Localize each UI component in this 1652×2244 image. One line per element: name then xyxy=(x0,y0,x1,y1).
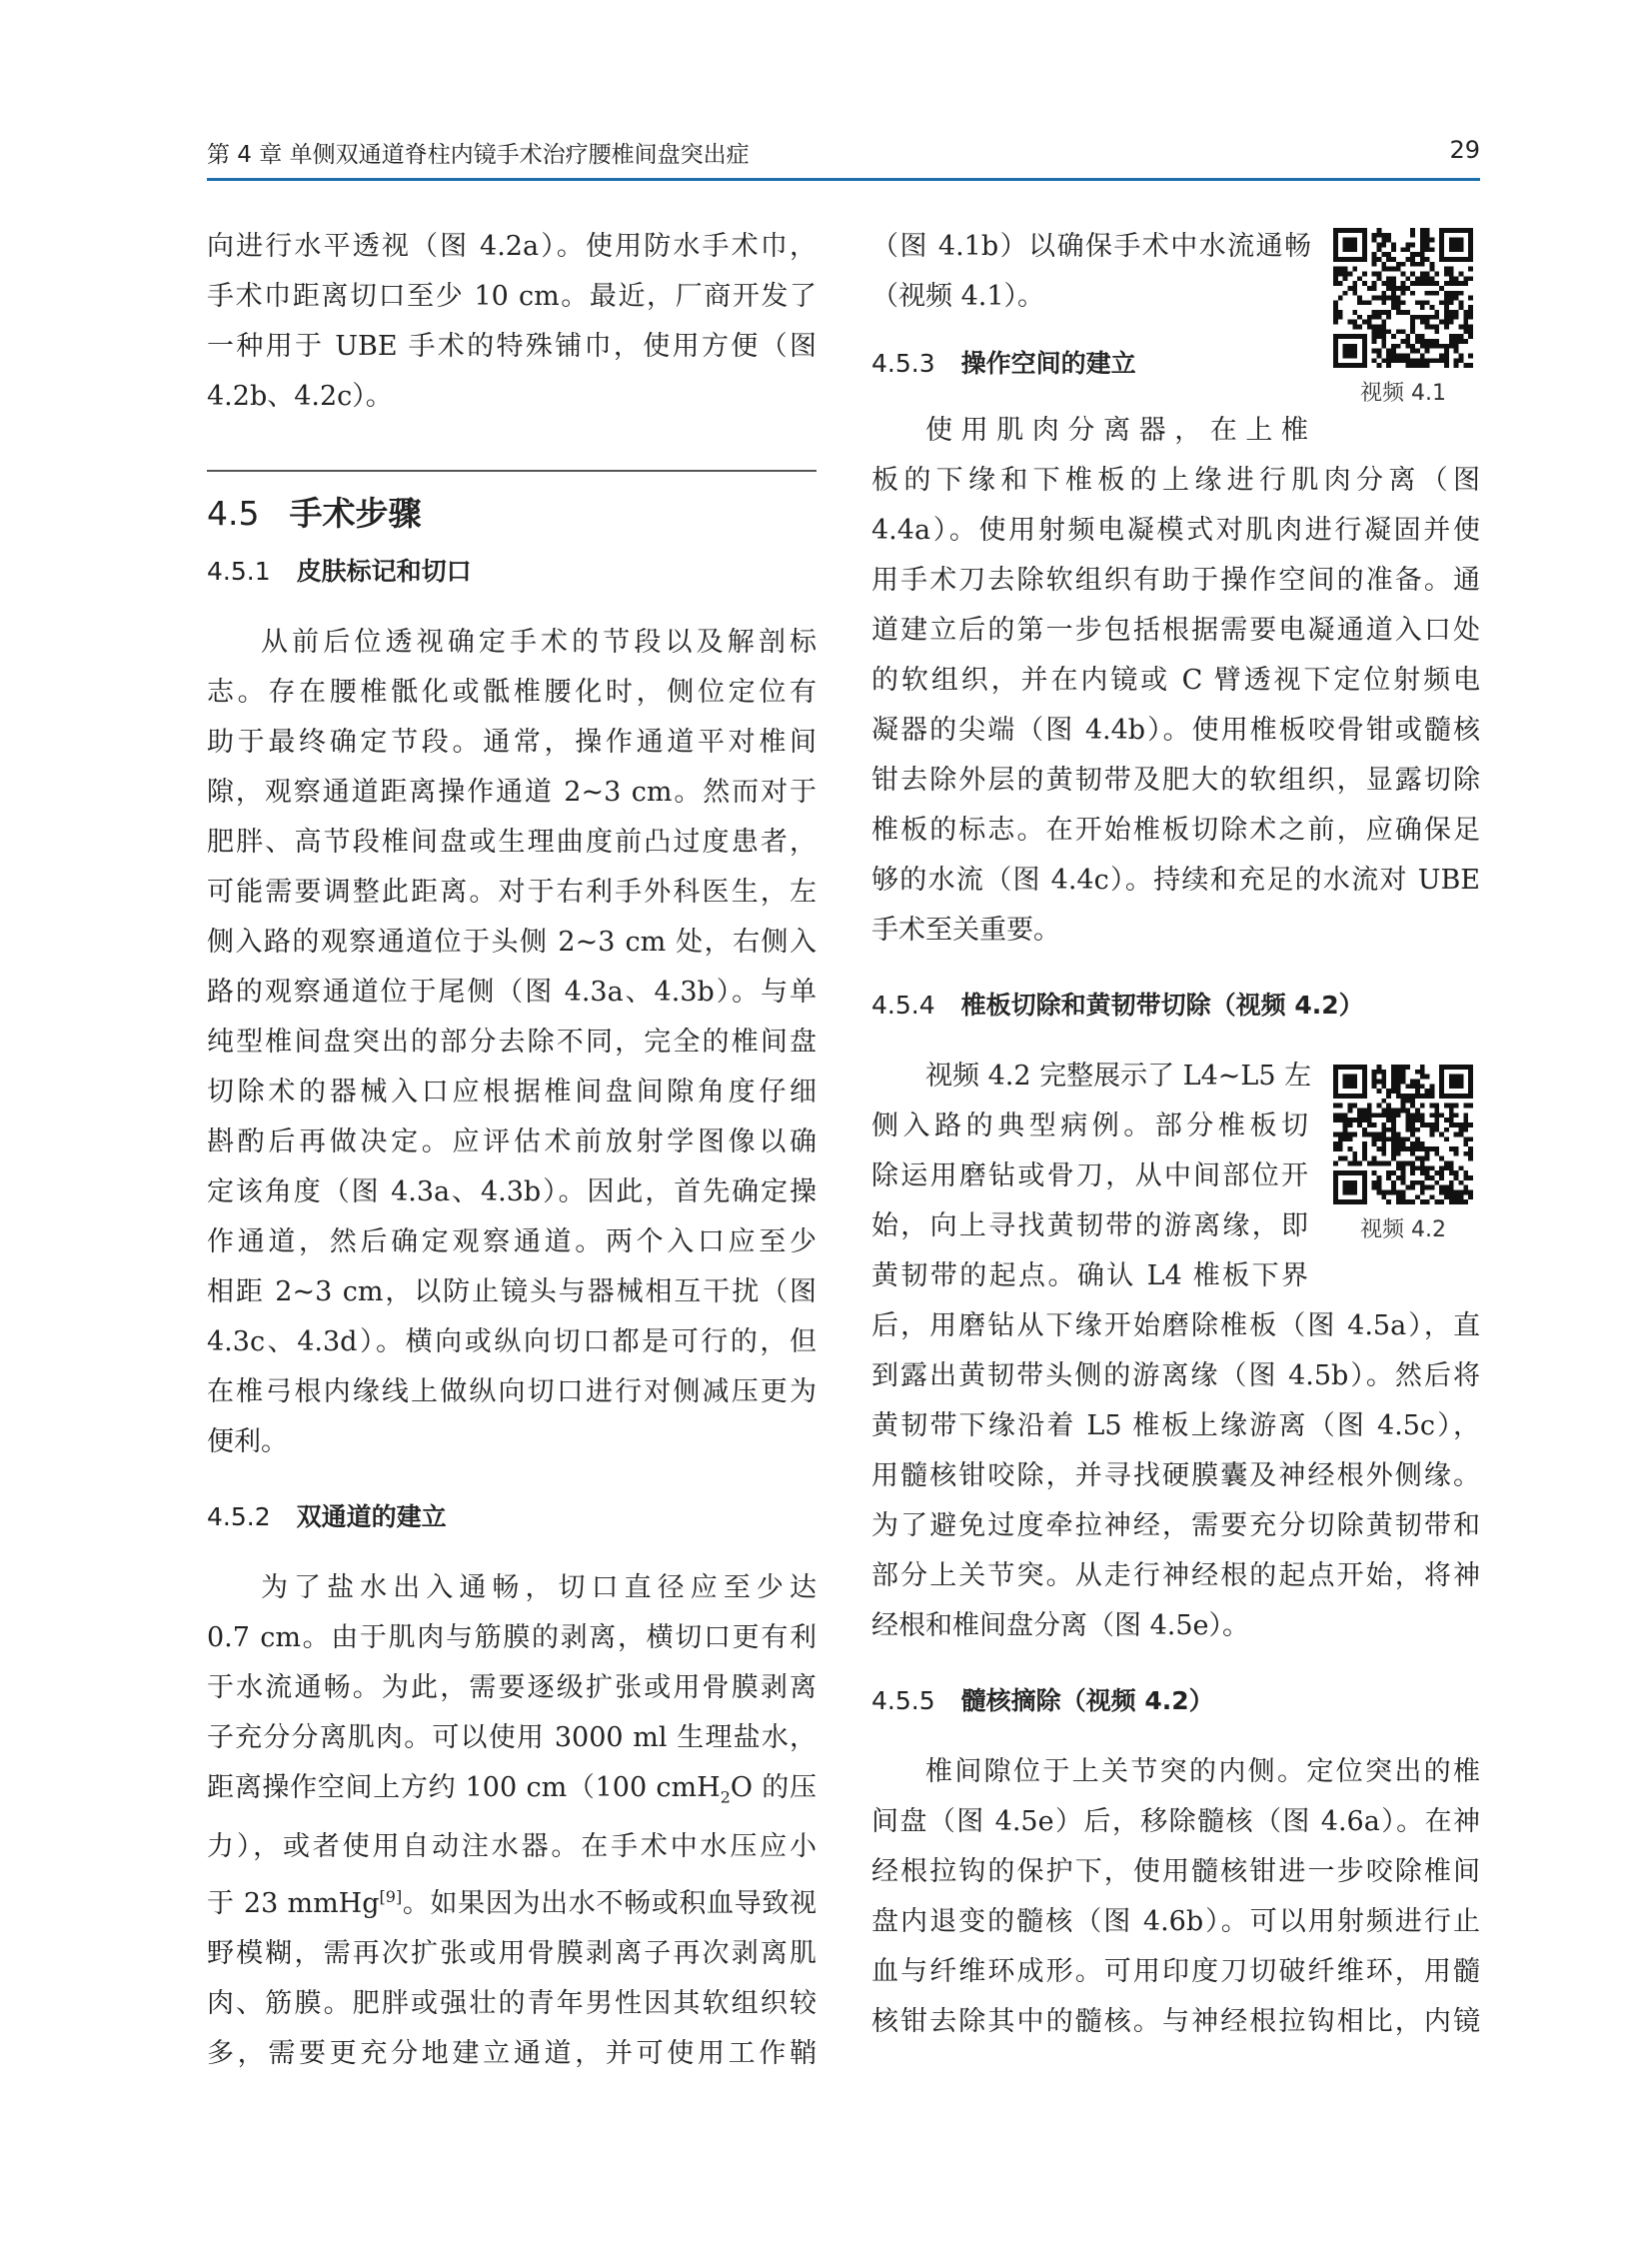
text-line: 椎间隙位于上关节突的内侧。定位突出的椎 xyxy=(925,1756,1480,1787)
text-line: 定该角度（图 4.3a、4.3b）。因此，首先确定操 xyxy=(207,1176,817,1207)
left-column xyxy=(207,222,817,2079)
text-line: 为了盐水出入通畅，切口直径应至少达 xyxy=(261,1572,817,1603)
text-fragment: 。如果因为出水不畅或积血导致视 xyxy=(402,1888,818,1920)
qr-video-4-2[interactable] xyxy=(1328,1065,1478,1243)
text-line: 4.4a）。使用射频电凝模式对肌肉进行凝固并使 xyxy=(871,515,1480,546)
citation-superscript: [9] xyxy=(379,1887,403,1907)
text-line: 野模糊，需再次扩张或用骨膜剥离子再次剥离肌 xyxy=(207,1938,817,1970)
subsection-title: 双通道的建立 xyxy=(296,1502,447,1531)
text-line: （视频 4.1）。 xyxy=(871,281,1045,312)
subsection-heading-4-5-1 xyxy=(207,552,817,592)
text-line: 够的水流（图 4.4c）。持续和充足的水流对 UBE xyxy=(871,865,1480,896)
text-line: 隙，观察通道距离操作通道 2~3 cm。然而对于 xyxy=(207,777,817,808)
text-fragment: 距离操作空间上方约 100 cm（100 cmH xyxy=(207,1772,721,1803)
paragraph-4-5-2 xyxy=(207,1563,817,2079)
text-line: 间盘（图 4.5e）后，移除髓核（图 4.6a）。在神 xyxy=(871,1806,1480,1837)
text-line: 从前后位透视确定手术的节段以及解剖标 xyxy=(261,627,817,658)
text-line xyxy=(207,1872,817,1929)
text-line: 一种用于 UBE 手术的特殊铺巾，使用方便（图 xyxy=(207,331,817,362)
subscript: 2 xyxy=(720,1787,731,1807)
text-fragment: O 的压 xyxy=(730,1772,818,1803)
paragraph-4-5-3 xyxy=(871,406,1480,956)
subsection-heading-4-5-5 xyxy=(871,1681,1480,1721)
text-line: 用手术刀去除软组织有助于操作空间的准备。通 xyxy=(871,565,1480,596)
text-line: 道建立后的第一步包括根据需要电凝通道入口处 xyxy=(871,615,1480,646)
text-line: 多，需要更充分地建立通道，并可使用工作鞘 xyxy=(207,2038,817,2070)
text-line: 黄韧带的起点。确认 L4 椎板下界 xyxy=(871,1260,1308,1291)
text-line: 肥胖、高节段椎间盘或生理曲度前凸过度患者， xyxy=(207,827,817,858)
subsection-title: 操作空间的建立 xyxy=(960,349,1136,378)
text-line: 到露出黄韧带头侧的游离缘（图 4.5b）。然后将 xyxy=(871,1360,1480,1391)
text-line: （图 4.1b）以确保手术中水流通畅 xyxy=(871,231,1311,262)
text-line: 黄韧带下缘沿着 L5 椎板上缘游离（图 4.5c）， xyxy=(871,1410,1480,1441)
qr-caption: 视频 4.1 xyxy=(1360,381,1446,406)
left-intro-paragraph xyxy=(207,222,817,422)
text-line: 切除术的器械入口应根据椎间盘间隙角度仔细 xyxy=(207,1077,817,1108)
text-line: 始，向上寻找黄韧带的游离缘，即 xyxy=(871,1210,1308,1241)
running-header xyxy=(207,130,1480,181)
subsection-number: 4.5.5 xyxy=(871,1686,935,1715)
text-line: 部分上关节突。从走行神经根的起点开始，将神 xyxy=(871,1560,1480,1591)
text-line: 作通道，然后确定观察通道。两个入口应至少 xyxy=(207,1226,817,1257)
text-line: 斟酌后再做决定。应评估术前放射学图像以确 xyxy=(207,1126,817,1157)
text-line: 力），或者使用自动注水器。在手术中水压应小 xyxy=(207,1831,817,1863)
text-line: 视频 4.2 完整展示了 L4~L5 左 xyxy=(925,1061,1312,1092)
text-line: 相距 2~3 cm，以防止镜头与器械相互干扰（图 xyxy=(207,1276,817,1307)
text-line: 肉、筋膜。肥胖或强壮的青年男性因其软组织较 xyxy=(207,1988,817,2020)
paragraph-4-5-1 xyxy=(207,618,817,1467)
chapter-title: 第 4 章 单侧双通道脊柱内镜手术治疗腰椎间盘突出症 xyxy=(207,142,750,168)
subsection-heading-4-5-2 xyxy=(207,1497,817,1537)
subsection-heading-4-5-4 xyxy=(871,986,1480,1026)
text-line: 凝器的尖端（图 4.4b）。使用椎板咬骨钳或髓核 xyxy=(871,715,1480,746)
text-line: 血与纤维环成形。可用印度刀切破纤维环，用髓 xyxy=(871,1956,1480,1987)
text-line: 后，用磨钻从下缘开始磨除椎板（图 4.5a），直 xyxy=(871,1310,1480,1341)
subsection-title: 髓核摘除（视频 4.2） xyxy=(960,1686,1214,1715)
paragraph-4-5-5 xyxy=(871,1747,1480,2047)
text-line: 板的下缘和下椎板的上缘进行肌肉分离（图 xyxy=(871,465,1480,496)
text-line: 于水流通畅。为此，需要逐级扩张或用骨膜剥离 xyxy=(207,1672,817,1703)
section-title: 手术步骤 xyxy=(289,494,422,533)
text-line xyxy=(207,1763,817,1822)
subsection-number: 4.5.1 xyxy=(207,557,271,586)
text-line: 子充分分离肌肉。可以使用 3000 ml 生理盐水， xyxy=(207,1722,817,1753)
qr-caption: 视频 4.2 xyxy=(1360,1217,1446,1242)
right-intro-paragraph xyxy=(871,222,1311,322)
text-line: 盘内退变的髓核（图 4.6b）。可以用射频进行止 xyxy=(871,1906,1480,1937)
text-line: 椎板的标志。在开始椎板切除术之前，应确保足 xyxy=(871,815,1480,846)
subsection-title: 椎板切除和黄韧带切除（视频 4.2） xyxy=(960,991,1364,1020)
text-line: 手术巾距离切口至少 10 cm。最近，厂商开发了 xyxy=(207,281,817,312)
text-line: 在椎弓根内缘线上做纵向切口进行对侧减压更为 xyxy=(207,1376,817,1407)
text-fragment: 于 23 mmHg xyxy=(207,1888,380,1920)
qr-code-icon[interactable] xyxy=(1333,1065,1473,1204)
section-heading-4-5 xyxy=(207,470,817,544)
text-line: 侧入路的观察通道位于头侧 2~3 cm 处，右侧入 xyxy=(207,927,817,958)
text-line: 向进行水平透视（图 4.2a）。使用防水手术巾， xyxy=(207,231,817,262)
text-line: 4.2b、4.2c）。 xyxy=(207,381,393,412)
page-number: 29 xyxy=(1449,136,1480,164)
subsection-number: 4.5.3 xyxy=(871,349,935,378)
text-line: 钳去除外层的黄韧带及肥大的软组织，显露切除 xyxy=(871,765,1480,796)
text-line: 使用肌肉分离器，在上椎 xyxy=(925,415,1308,446)
text-line: 核钳去除其中的髓核。与神经根拉钩相比，内镜 xyxy=(871,2006,1480,2037)
subsection-number: 4.5.2 xyxy=(207,1502,271,1531)
text-line: 的软组织，并在内镜或 C 臂透视下定位射频电 xyxy=(871,665,1480,696)
text-line: 便利。 xyxy=(207,1426,288,1457)
text-line: 经根拉钩的保护下，使用髓核钳进一步咬除椎间 xyxy=(871,1856,1480,1887)
qr-video-4-1[interactable] xyxy=(1328,228,1478,407)
text-line: 经根和椎间盘分离（图 4.5e）。 xyxy=(871,1610,1249,1641)
section-number: 4.5 xyxy=(207,494,260,533)
qr-code-icon[interactable] xyxy=(1333,228,1473,368)
subsection-title: 皮肤标记和切口 xyxy=(296,557,472,586)
text-line: 用髓核钳咬除，并寻找硬膜囊及神经根外侧缘。 xyxy=(871,1460,1480,1491)
text-line: 手术至关重要。 xyxy=(871,915,1060,946)
text-line: 助于最终确定节段。通常，操作通道平对椎间 xyxy=(207,727,817,758)
subsection-number: 4.5.4 xyxy=(871,991,935,1020)
text-line: 4.3c、4.3d）。横向或纵向切口都是可行的，但 xyxy=(207,1326,817,1357)
text-line: 路的观察通道位于尾侧（图 4.3a、4.3b）。与单 xyxy=(207,977,817,1008)
text-line: 志。存在腰椎骶化或骶椎腰化时，侧位定位有 xyxy=(207,677,817,708)
text-line: 纯型椎间盘突出的部分去除不同，完全的椎间盘 xyxy=(207,1027,817,1058)
text-line: 侧入路的典型病例。部分椎板切 xyxy=(871,1111,1308,1141)
text-line: 除运用磨钻或骨刀，从中间部位开 xyxy=(871,1160,1308,1191)
text-line: 为了避免过度牵拉神经，需要充分切除黄韧带和 xyxy=(871,1510,1480,1541)
text-line: 0.7 cm。由于肌肉与筋膜的剥离，横切口更有利 xyxy=(207,1622,817,1653)
text-line: 可能需要调整此距离。对于右利手外科医生，左 xyxy=(207,877,817,908)
